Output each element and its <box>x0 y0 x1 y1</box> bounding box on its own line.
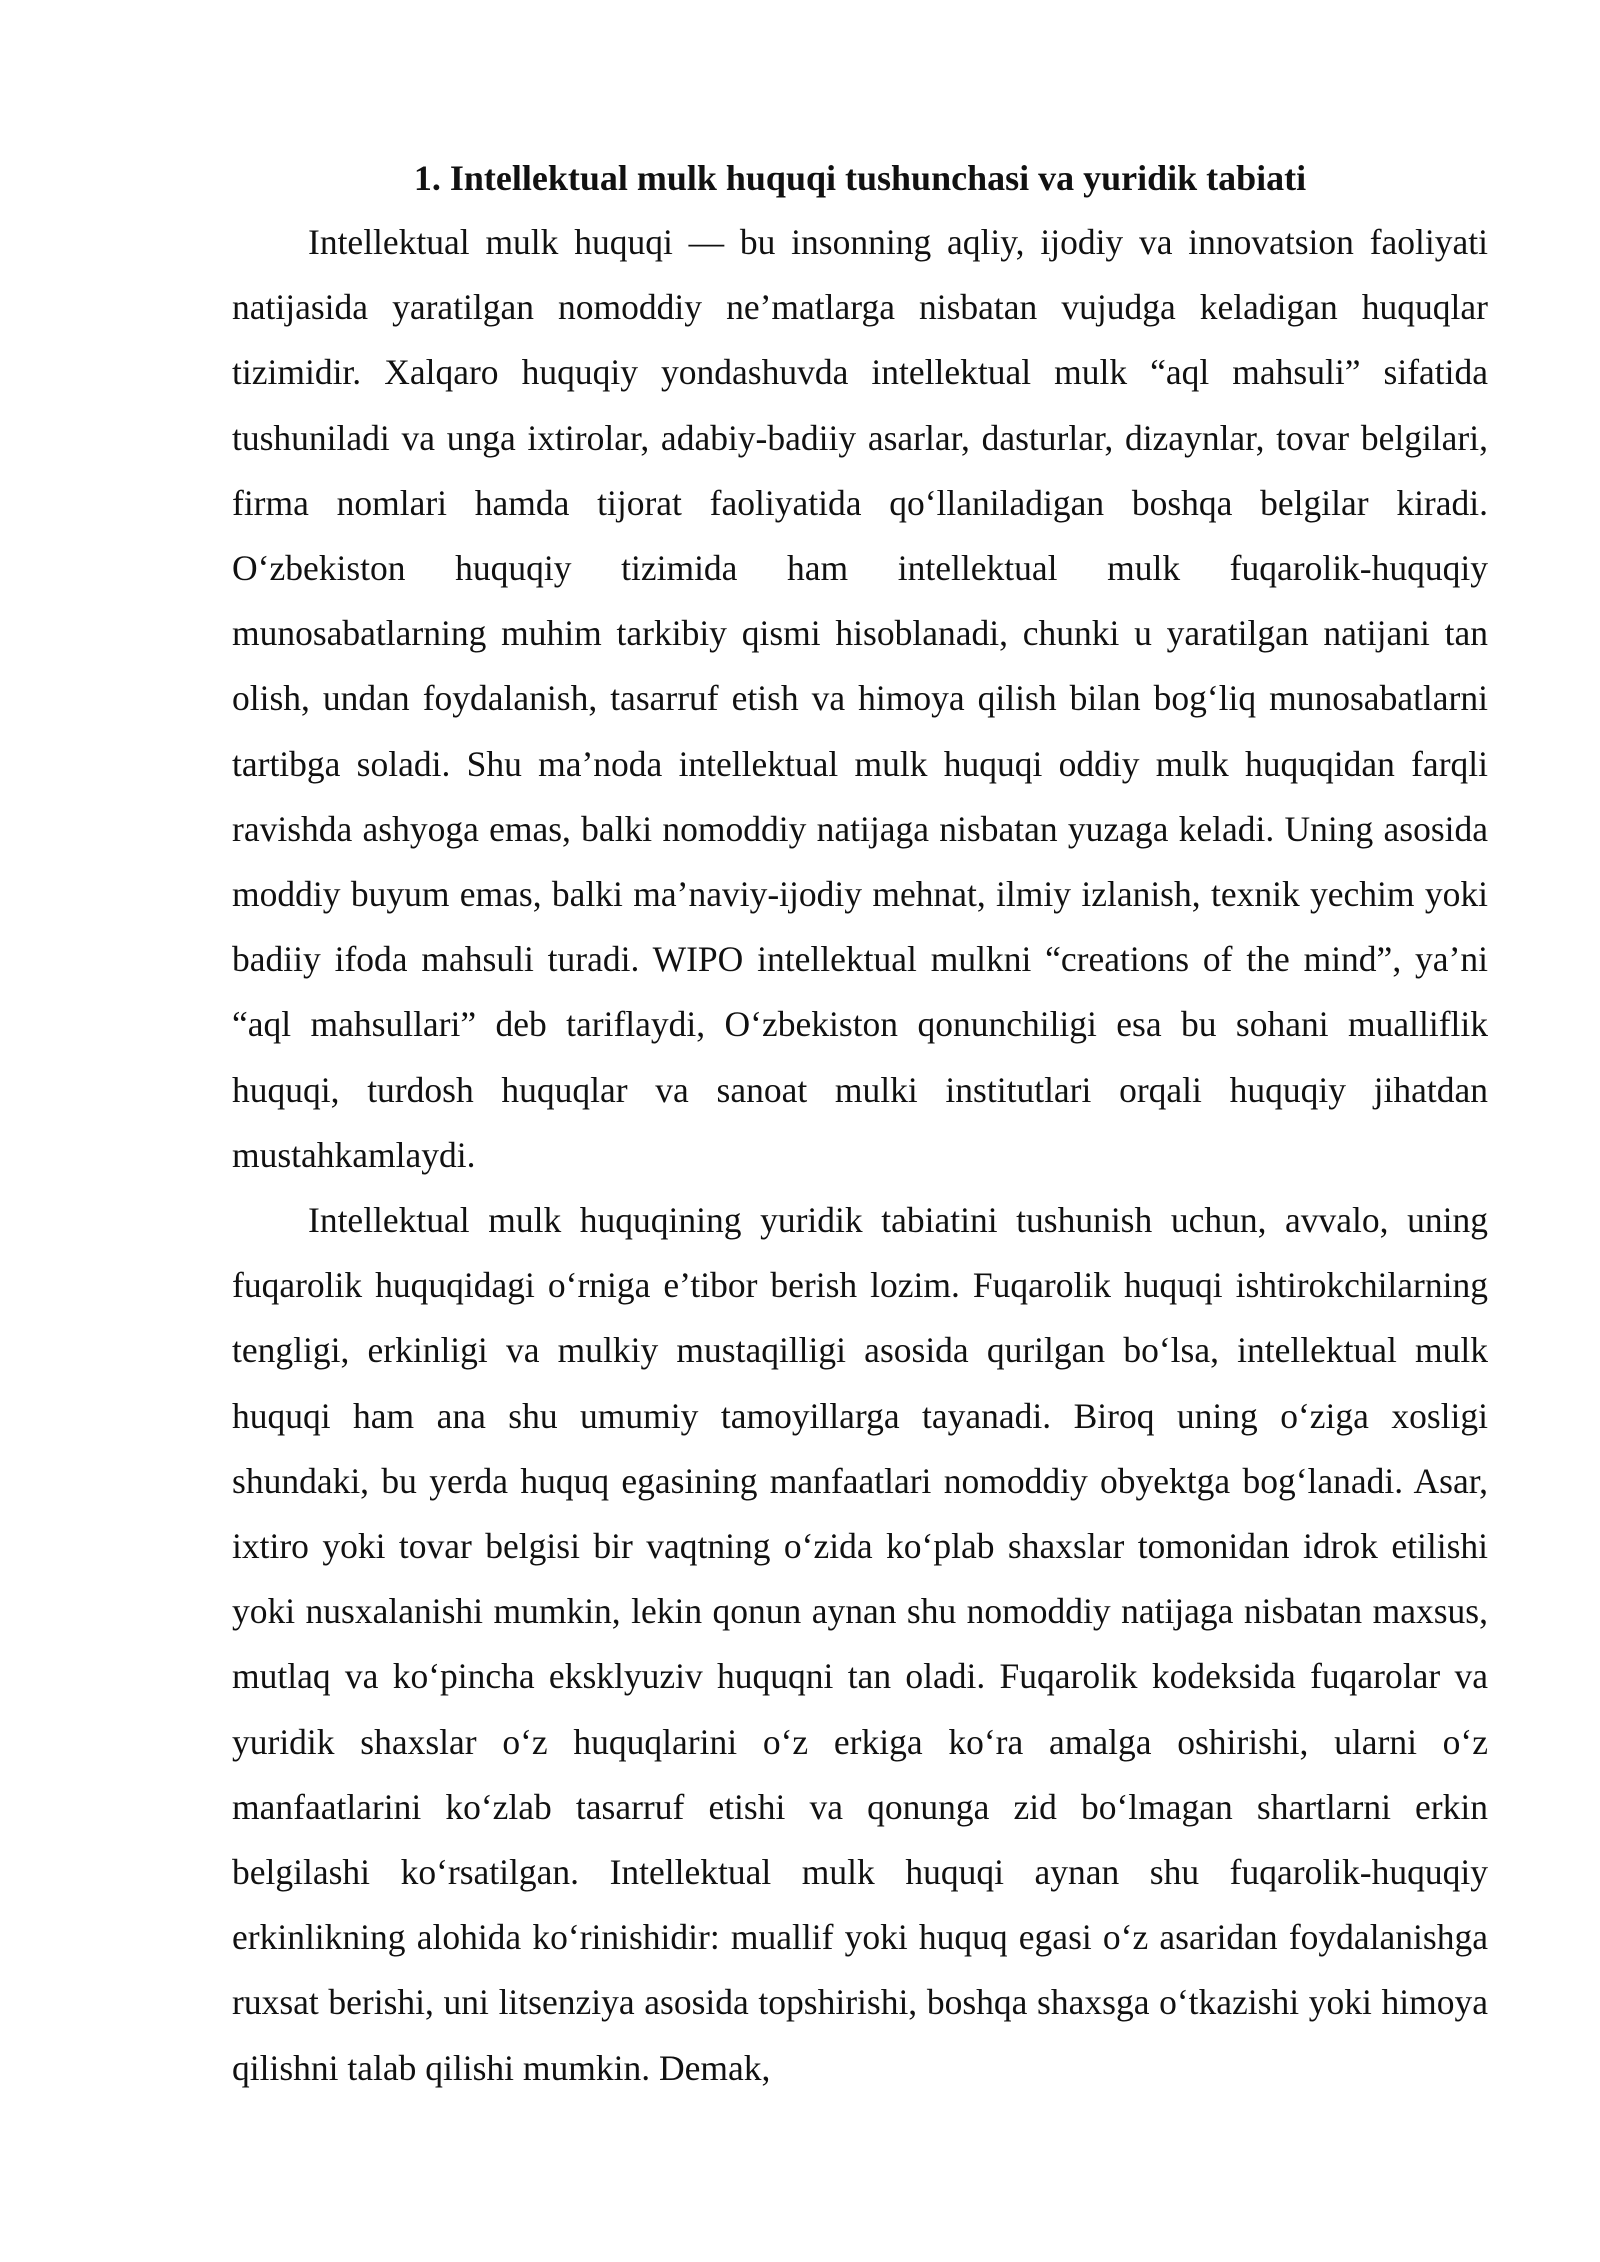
document-body <box>232 146 1488 2101</box>
section-heading: 1. Intellektual mulk huquqi tushunchasi va yuridik tabiati <box>413 158 1307 198</box>
paragraph-1: Intellektual mulk huquqi — bu insonning aqliy, ijodiy va innovatsion faoliyati natijasida yaratilgan nomoddiy ne’matlarga nisbatan vujudga keladigan huquqlar tizimidir. Xalqaro huquqiy yondashuvda intellektual mulk “aql mahsuli” sifatida tushuniladi va unga ixtirolar, adabiy-badiiy asarlar, dasturlar, dizaynlar, tovar belgilari, firma nomlari hamda tijorat faoliyatida qo‘llaniladigan boshqa belgilar kiradi. O‘zbekiston huquqiy tizimida ham intellektual mulk fuqarolik-huquqiy munosabatlarning muhim tarkibiy qismi hisoblanadi, chunki u yaratilgan natijani tan olish, undan foydalanish, tasarruf etish va himoya qilish bilan bog‘liq munosabatlarni tartibga soladi. Shu ma’noda intellektual mulk huquqi oddiy mulk huquqidan farqli ravishda ashyoga emas, balki nomoddiy natijaga nisbatan yuzaga keladi. Uning asosida moddiy buyum emas, balki ma’naviy-ijodiy mehnat, ilmiy izlanish, texnik yechim yoki badiiy ifoda mahsuli turadi. WIPO intellektual mulkni “creations of the mind”, ya’ni “aql mahsullari” deb tariflaydi, O‘zbekiston qonunchiligi esa bu sohani mualliflik huquqi, turdosh huquqlar va sanoat mulki institutlari orqali huquqiy jihatdan mustahkamlaydi. <box>232 222 1488 1175</box>
paragraph-2: Intellektual mulk huquqining yuridik tabiatini tushunish uchun, avvalo, uning fuqarolik huquqidagi o‘rniga e’tibor berish lozim. Fuqarolik huquqi ishtirokchilarning tengligi, erkinligi va mulkiy mustaqilligi asosida qurilgan bo‘lsa, intellektual mulk huquqi ham ana shu umumiy tamoyillarga tayanadi. Biroq uning o‘ziga xosligi shundaki, bu yerda huquq egasining manfaatlari nomoddiy obyektga bog‘lanadi. Asar, ixtiro yoki tovar belgisi bir vaqtning o‘zida ko‘plab shaxslar tomonidan idrok etilishi yoki nusxalanishi mumkin, lekin qonun aynan shu nomoddiy natijaga nisbatan maxsus, mutlaq va ko‘pincha eksklyuziv huquqni tan oladi. Fuqarolik kodeksida fuqarolar va yuridik shaxslar o‘z huquqlarini o‘z erkiga ko‘ra amalga oshirishi, ularni o‘z manfaatlarini ko‘zlab tasarruf etishi va qonunga zid bo‘lmagan shartlarni erkin belgilashi ko‘rsatilgan. Intellektual mulk huquqi aynan shu fuqarolik-huquqiy erkinlikning alohida ko‘rinishidir: muallif yoki huquq egasi o‘z asaridan foydalanishga ruxsat berishi, uni litsenziya asosida topshirishi, boshqa shaxsga o‘tkazishi yoki himoya qilishni talab qilishi mumkin. Demak, <box>232 1200 1488 2088</box>
